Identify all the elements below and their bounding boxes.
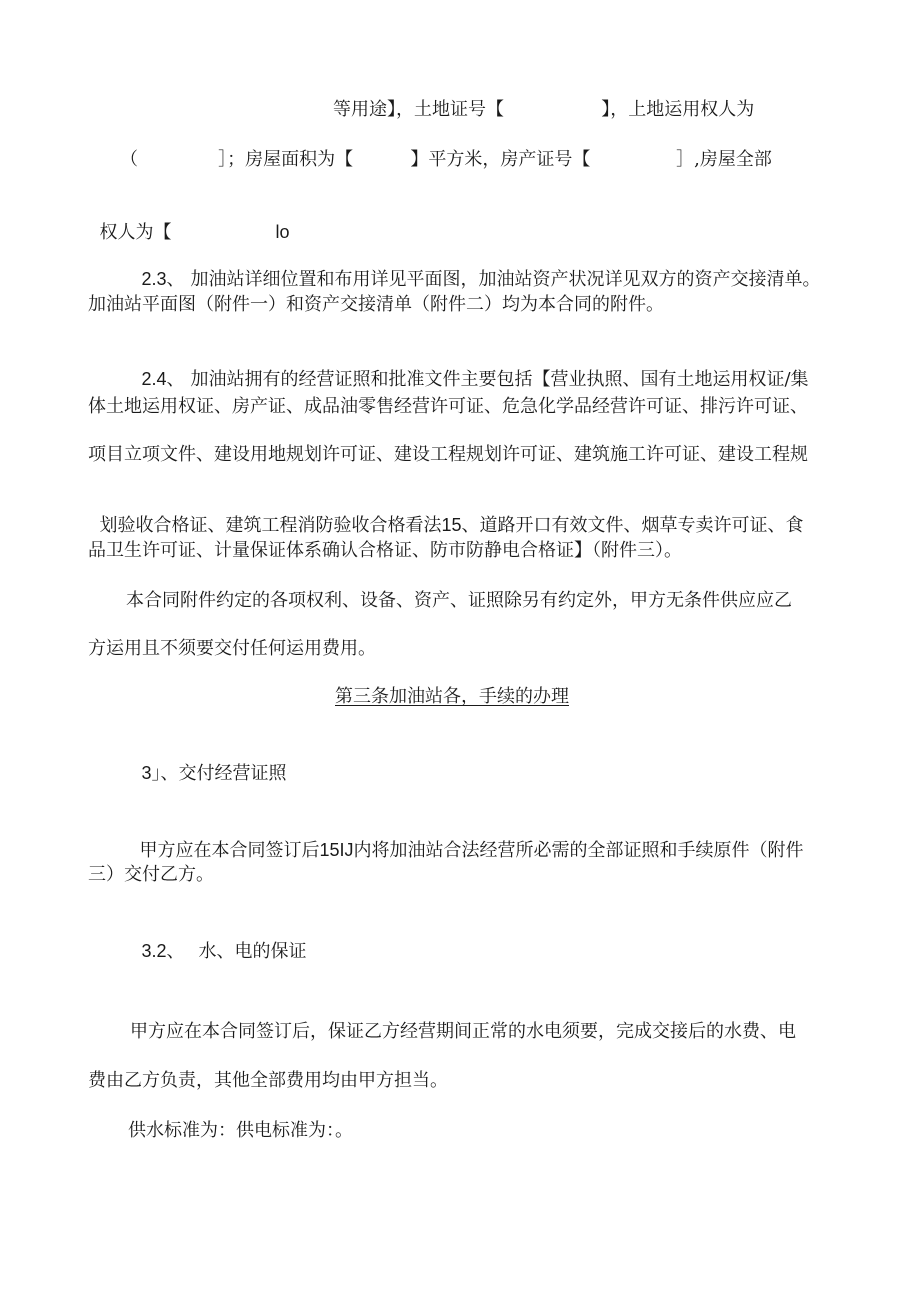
clause-number: 3.2、	[141, 941, 185, 961]
text-line: 甲方应在本合同签订后，保证乙方经营期间正常的水电须要，完成交接后的水费、电	[130, 1021, 796, 1042]
clause-2-4	[130, 346, 809, 391]
text-run: 15IJ	[319, 840, 354, 860]
text-run: lo	[275, 222, 290, 242]
text-line	[128, 817, 803, 862]
text-line	[88, 492, 803, 537]
text-run: 加油站拥有的经营证照和批准文件主要包括【营业执照、国有土地运用权证/集	[190, 369, 809, 390]
text-run: 划验收合格证、建筑工程消防验收合格看法	[99, 515, 442, 536]
text-run: 」、交付经营证照	[151, 763, 287, 784]
clause-2-3	[130, 246, 820, 291]
text-run: 加油站详细位置和布用详见平面图，加油站资产状况详见双方的资产交接清单。	[190, 269, 821, 290]
text-run: 、道路开口有效文件、烟草专卖许可证、食	[461, 515, 804, 536]
text-line	[88, 199, 289, 244]
text-line: （ ］；房屋面积为【 】平方米，房产证号【 ］,房屋全部	[120, 149, 772, 170]
text-run: 水、电的保证	[198, 941, 307, 962]
text-line: 本合同附件约定的各项权利、设备、资产、证照除另有约定外，甲方无条件供应应乙	[126, 590, 792, 611]
text-line: 项目立项文件、建设用地规划许可证、建设工程规划许可证、建筑施工许可证、建设工程规	[88, 444, 808, 465]
text-line: 加油站平面图（附件一）和资产交接清单（附件二）均为本合同的附件。	[88, 294, 664, 315]
text-run: 权人为【	[99, 222, 172, 243]
text-line: 品卫生许可证、计量保证体系确认合格证、防市防静电合格证】（附件三）。	[88, 540, 682, 561]
text-run: 甲方应在本合同签订后	[139, 840, 320, 861]
clause-number: 2.4、	[141, 369, 185, 389]
text-run: 内将加油站合法经营所必需的全部证照和手续原件（附件	[353, 840, 804, 861]
text-line: 方运用且不须要交付任何运用费用。	[88, 638, 376, 659]
clause-number: 2.3、	[141, 269, 185, 289]
text-line: 等用途】，土地证号【 】，上地运用权人为	[333, 99, 755, 120]
text-line: 三）交付乙方。	[88, 864, 214, 885]
clause-number: 3	[141, 763, 152, 783]
text-run: 15	[441, 515, 462, 535]
clause-3-1	[130, 740, 286, 785]
clause-3-2	[130, 918, 306, 963]
text-line: 费由乙方负责，其他全部费用均由甲方担当。	[88, 1070, 448, 1091]
text-line: 体土地运用权证、房产证、成品油零售经营许可证、危急化学品经营许可证、排污许可证、	[88, 396, 808, 417]
text-line: 供水标准为：供电标准为：。	[128, 1120, 353, 1141]
section-heading: 第三条加油站各，手续的办理	[335, 686, 569, 707]
